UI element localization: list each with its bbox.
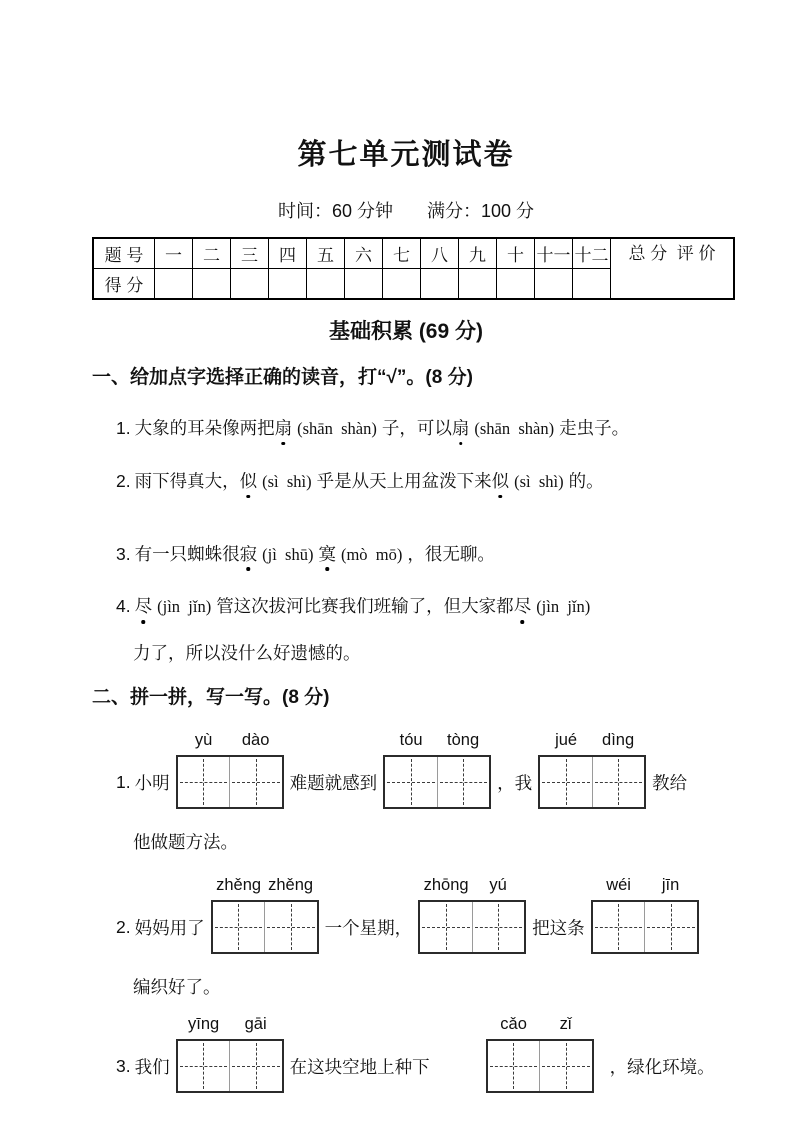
pinyin-options[interactable]: (sì shì) [262, 471, 312, 491]
pinyin-syllable: dìng [602, 731, 635, 749]
grid-cell[interactable] [539, 1041, 592, 1091]
score-table [92, 237, 735, 300]
q2-sentence-2 [116, 876, 720, 954]
pinyin-syllable: cǎo [500, 1015, 527, 1033]
score-col-header-5: 五 [307, 238, 345, 269]
dotted-char: 似 [240, 468, 258, 494]
pinyin-label [178, 732, 282, 749]
sentence-text: 一个星期， [324, 917, 413, 938]
q1-item-2 [116, 468, 720, 495]
writing-grid[interactable] [211, 876, 319, 954]
score-col-header-12: 十二 [573, 238, 611, 269]
grid-cell[interactable] [229, 1041, 282, 1091]
section-heading-basics: 基础积累 (69 分) [328, 320, 483, 343]
dotted-char: 似 [492, 468, 510, 494]
sentence-text: 子，可以 [381, 418, 452, 438]
q2-sentence-2-continuation: 编织好了。 [133, 977, 221, 997]
pinyin-options[interactable]: (sì shì) [514, 471, 564, 491]
dotted-char: 寞 [318, 541, 336, 567]
dotted-char: 寂 [240, 541, 258, 567]
pinyin-syllable: dào [241, 731, 270, 749]
item-number: 3. [116, 543, 131, 564]
pinyin-label [178, 1016, 282, 1033]
pinyin-label [488, 1016, 592, 1033]
sentence-text: 在这块空地上种下 [289, 1056, 430, 1077]
pinyin-label [213, 877, 317, 894]
item-number: 3. [116, 1055, 131, 1076]
grid-cell[interactable] [540, 757, 592, 807]
score-cell-11[interactable] [535, 269, 573, 300]
pinyin-options[interactable]: (jìn jǐn) [536, 597, 591, 617]
pinyin-syllable: jīn [661, 876, 680, 894]
writing-grid[interactable] [418, 876, 526, 954]
score-table-corner-top: 题 号 [93, 238, 155, 269]
pinyin-syllable: zhěng [216, 876, 262, 894]
score-cell-2[interactable] [193, 269, 231, 300]
grid-cell[interactable] [420, 902, 472, 952]
item-number: 2. [116, 470, 131, 491]
pinyin-label [593, 877, 697, 894]
item-number: 1. [116, 771, 131, 792]
score-table-total-eval: 总 分 评 价 [611, 238, 735, 299]
score-cell-8[interactable] [421, 269, 459, 300]
sentence-text: 的。 [568, 470, 604, 491]
exam-time: 时间：60 分钟 [277, 201, 393, 221]
grid-cell[interactable] [213, 902, 265, 952]
exam-info [92, 197, 720, 223]
sentence-text: 有一只蜘蛛很 [134, 543, 240, 564]
sentence-text: ，我 [497, 772, 533, 793]
pinyin-syllable: zhōng [423, 876, 469, 894]
score-col-header-4: 四 [269, 238, 307, 269]
sentence-text: 乎是从天上用盆泼下来 [316, 470, 492, 491]
score-cell-9[interactable] [459, 269, 497, 300]
writing-grid[interactable] [176, 731, 284, 809]
pinyin-label [385, 732, 489, 749]
score-col-header-3: 三 [231, 238, 269, 269]
sentence-text: 我们 [134, 1056, 170, 1077]
grid-cell[interactable] [472, 902, 525, 952]
score-cell-5[interactable] [307, 269, 345, 300]
score-col-header-6: 六 [345, 238, 383, 269]
pinyin-syllable: wéi [606, 876, 631, 894]
pinyin-syllable: jué [555, 731, 578, 749]
sentence-text: 难题就感到 [289, 772, 378, 793]
grid-cell[interactable] [593, 902, 645, 952]
score-cell-7[interactable] [383, 269, 421, 300]
grid-cell[interactable] [592, 757, 645, 807]
grid-cell[interactable] [264, 902, 317, 952]
page-title: 第七单元测试卷 [297, 139, 515, 171]
grid-cell[interactable] [437, 757, 490, 807]
sentence-text: 把这条 [532, 917, 585, 938]
writing-grid[interactable] [538, 731, 646, 809]
pinyin-syllable: yú [489, 876, 507, 894]
score-table-corner-bottom: 得 分 [93, 269, 155, 300]
writing-grid[interactable] [486, 1015, 594, 1093]
q2-sentence-3 [116, 1015, 720, 1093]
q1-item-1 [116, 415, 720, 442]
sentence-text: ，很无聊。 [407, 543, 495, 564]
pinyin-label [540, 732, 644, 749]
sentence-text: 雨下得真大， [134, 470, 240, 491]
writing-grid[interactable] [591, 876, 699, 954]
item-number: 4. [116, 596, 131, 617]
grid-cell[interactable] [488, 1041, 540, 1091]
grid-cell[interactable] [178, 757, 230, 807]
grid-cell[interactable] [644, 902, 697, 952]
score-cell-3[interactable] [231, 269, 269, 300]
writing-grid[interactable] [383, 731, 491, 809]
dotted-char: 扇 [452, 415, 470, 441]
score-cell-12[interactable] [573, 269, 611, 300]
score-col-header-1: 一 [155, 238, 193, 269]
pinyin-options[interactable]: (mò mō) [340, 544, 403, 564]
sentence-text: 大象的耳朵像两把 [134, 418, 275, 438]
score-col-header-9: 九 [459, 238, 497, 269]
q2-sentence-1 [116, 731, 720, 809]
q1-title: 一、给加点字选择正确的读音，打“√”。(8 分) [92, 367, 473, 388]
q1-item-3 [116, 541, 720, 568]
pinyin-syllable: zhěng [268, 876, 314, 894]
pinyin-syllable: zǐ [559, 1015, 572, 1033]
q2-title: 二、拼一拼，写一写。(8 分) [92, 687, 330, 708]
sentence-text: ，绿化环境。 [609, 1056, 715, 1077]
score-col-header-11: 十一 [535, 238, 573, 269]
item-number: 2. [116, 916, 131, 937]
pinyin-syllable: tóu [399, 731, 423, 749]
grid-cell[interactable] [229, 757, 282, 807]
score-col-header-2: 二 [193, 238, 231, 269]
sentence-text: 管这次拔河比赛我们班输了，但大家都 [216, 596, 514, 617]
pinyin-syllable: yù [194, 731, 213, 749]
pinyin-syllable: yīng [188, 1015, 220, 1033]
sentence-text: 教给 [652, 772, 688, 793]
q1-item-4-continuation: 力了，所以没什么好遗憾的。 [133, 643, 361, 663]
sentence-text: 妈妈用了 [134, 917, 205, 938]
dotted-char: 扇 [275, 415, 293, 441]
score-col-header-8: 八 [421, 238, 459, 269]
q1-item-4 [116, 593, 720, 620]
score-cell-6[interactable] [345, 269, 383, 300]
score-col-header-10: 十 [497, 238, 535, 269]
q2-sentence-1-continuation: 他做题方法。 [133, 832, 238, 852]
score-cell-4[interactable] [269, 269, 307, 300]
writing-grid[interactable] [176, 1015, 284, 1093]
score-cell-1[interactable] [155, 269, 193, 300]
pinyin-options[interactable]: (shān shàn) [297, 419, 377, 438]
grid-cell[interactable] [178, 1041, 230, 1091]
sentence-text: 小明 [134, 772, 170, 793]
dotted-char: 尽 [135, 593, 153, 619]
pinyin-syllable: tòng [447, 731, 480, 749]
pinyin-options[interactable]: (shān shàn) [474, 419, 555, 438]
pinyin-options[interactable]: (jì shū) [262, 544, 314, 564]
score-col-header-7: 七 [383, 238, 421, 269]
pinyin-options[interactable]: (jìn jǐn) [157, 597, 212, 617]
sentence-text: 走虫子。 [559, 418, 630, 438]
dotted-char: 尽 [514, 593, 532, 619]
exam-full-score: 满分：100 分 [426, 201, 535, 221]
grid-cell[interactable] [385, 757, 437, 807]
pinyin-syllable: gāi [244, 1015, 267, 1033]
score-table-header-row [93, 238, 734, 269]
pinyin-label [420, 877, 524, 894]
score-cell-10[interactable] [497, 269, 535, 300]
item-number: 1. [116, 418, 131, 438]
